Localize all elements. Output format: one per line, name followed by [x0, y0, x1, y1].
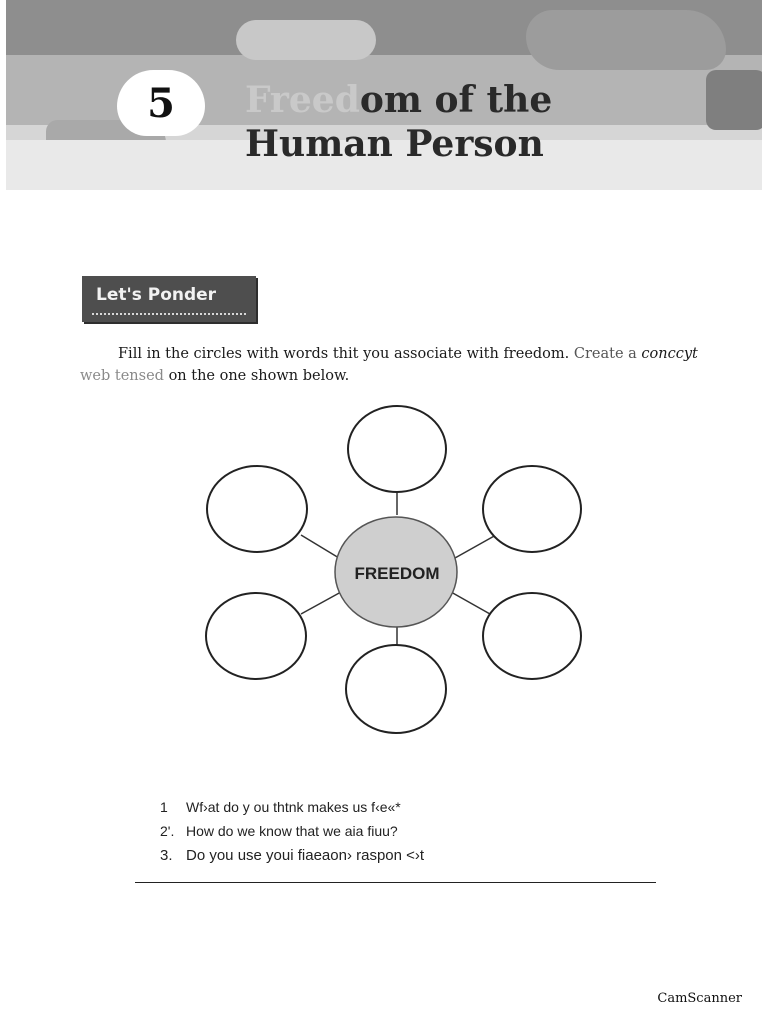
concept-web-diagram	[196, 400, 596, 740]
answer-line[interactable]	[135, 882, 656, 883]
question-number: 3.	[160, 847, 173, 864]
chapter-number: 5	[147, 79, 175, 127]
instructions-part3: conccyt	[641, 346, 698, 362]
instructions-part4: web	[80, 368, 111, 384]
outer-circle[interactable]	[206, 593, 306, 679]
question-number: 2'.	[160, 823, 175, 839]
section-tag-dots	[92, 313, 246, 315]
question-item	[160, 823, 398, 839]
instructions-part1: Fill in the circles with words thit you associate with freedom.	[118, 346, 570, 362]
outer-circle[interactable]	[483, 466, 581, 552]
question-text: Do you use youi fiaeaon› raspon <›t	[186, 847, 425, 864]
connector-line	[301, 535, 339, 558]
section-tag-label: Let's Ponder	[96, 285, 217, 305]
banner-blot	[706, 70, 762, 130]
connector-line	[455, 535, 496, 558]
instructions-part5: tensed	[114, 368, 164, 384]
center-label: FREEDOM	[354, 564, 440, 583]
banner-blot	[236, 20, 376, 60]
connector-line	[451, 592, 490, 614]
section-tag	[82, 276, 256, 322]
instructions-part2: Create a	[573, 346, 637, 362]
question-item	[160, 847, 424, 864]
question-text: How do we know that we aia fiuu?	[186, 823, 398, 839]
banner-blot	[526, 10, 726, 70]
outer-circle[interactable]	[483, 593, 581, 679]
question-text: Wf›at do y ou thtnk makes us f‹e«*	[186, 799, 401, 815]
outer-circle[interactable]	[207, 466, 307, 552]
question-item	[160, 799, 401, 815]
chapter-title-line2: Human Person	[245, 123, 544, 165]
concept-web	[196, 400, 596, 740]
connector-line	[301, 592, 341, 614]
instructions-part6: on the one shown below.	[168, 368, 350, 384]
outer-circle[interactable]	[346, 645, 446, 733]
chapter-number-badge	[117, 70, 205, 136]
scanner-watermark: CamScanner	[657, 991, 742, 1006]
question-number: 1	[160, 799, 168, 815]
chapter-title-line1: om of the	[359, 79, 553, 121]
chapter-title-faded: Freed	[245, 79, 360, 121]
outer-circle[interactable]	[348, 406, 446, 492]
instructions-paragraph	[80, 343, 720, 387]
chapter-title	[245, 78, 552, 166]
